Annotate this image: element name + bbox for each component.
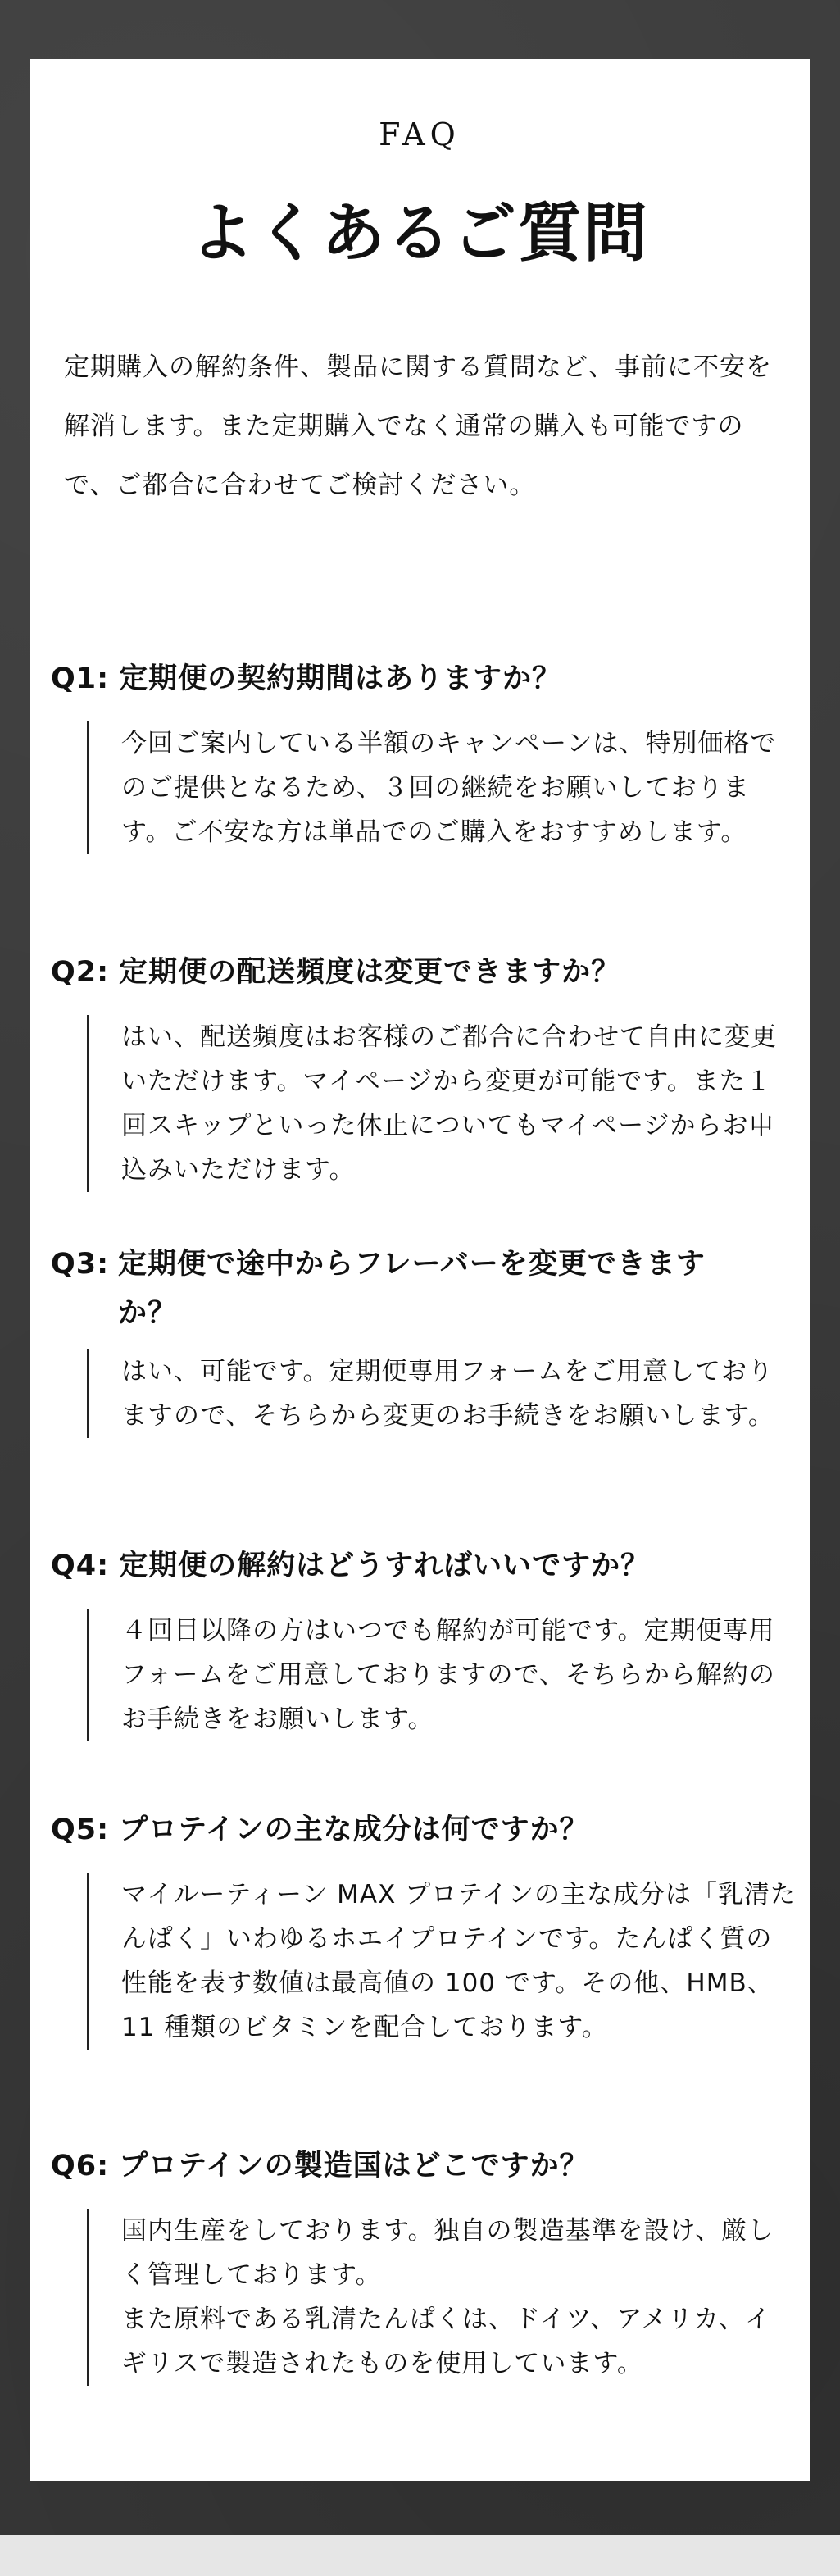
faq-item-4 [51, 1541, 797, 1741]
faq-item-3 [51, 1240, 797, 1438]
answer-paragraph: マイルーティーン MAX プロテインの主な成分は「乳清たんぱく」いわゆるホエイプロテインです。たんぱく質の性能を表す数値は最高値の 100 です。その他、HMB、11 種類のビタミンを配合しております。 [121, 1880, 797, 2042]
answer-3 [87, 1349, 797, 1438]
answer-5 [87, 1873, 797, 2050]
answer-paragraph: はい、配送頻度はお客様のご都合に合わせて自由に変更いただけます。マイページから変更が可能です。また１回スキップといった休止についてもマイページからお申込みいただけます。 [121, 1022, 777, 1185]
question-label: Q5: [51, 1814, 110, 1846]
faq-item-1 [51, 654, 797, 854]
question-label: Q2: [51, 956, 110, 989]
answer-paragraph: はい、可能です。定期便専用フォームをご用意しておりますので、そちらから変更のお手続きをお願いします。 [121, 1357, 774, 1431]
bottom-strip [0, 2535, 840, 2576]
question-4 [51, 1541, 797, 1591]
question-label: Q4: [51, 1550, 110, 1582]
answer-6 [87, 2209, 797, 2386]
answer-paragraph: ４回目以降の方はいつでも解約が可能です。定期便専用フォームをご用意しておりますので、そちらから解約のお手続きをお願いします。 [121, 1616, 775, 1734]
question-text: 定期便の解約はどうすればいいですか？ [119, 1550, 651, 1582]
question-2 [51, 948, 797, 997]
question-text: 定期便で途中からフレーバーを変更できますか？ [118, 1248, 706, 1330]
question-text: 定期便の配送頻度は変更できますか？ [119, 956, 621, 989]
question-label: Q6: [51, 2150, 110, 2182]
question-3 [51, 1240, 706, 1338]
answer-2 [87, 1015, 797, 1192]
answer-paragraph: また原料である乳清たんぱくは、ドイツ、アメリカ、イギリスで製造されたものを使用しています。 [121, 2305, 771, 2378]
faq-item-2 [51, 948, 797, 1192]
answer-4 [87, 1609, 797, 1741]
question-text: 定期便の契約期間はありますか？ [119, 662, 562, 695]
answer-paragraph: 国内生産をしております。独自の製造基準を設け、厳しく管理しております。 [121, 2216, 774, 2290]
question-label: Q3: [51, 1248, 110, 1281]
faq-item-6 [51, 2141, 797, 2386]
answer-paragraph: 今回ご案内している半額のキャンペーンは、特別価格でのご提供となるため、３回の継続をお願いしております。ご不安な方は単品でのご購入をおすすめします。 [121, 729, 777, 847]
page-title: よくあるご質問 [189, 197, 649, 271]
question-1 [51, 654, 797, 703]
answer-1 [87, 721, 797, 854]
question-5 [51, 1805, 797, 1855]
faq-item-5 [51, 1805, 797, 2050]
faq-kicker: FAQ [379, 116, 461, 152]
question-text: プロテインの主な成分は何ですか？ [119, 1814, 589, 1846]
intro-text: 定期購入の解約条件、製品に関する質問など、事前に不安を解消します。また定期購入でなく通常の購入も可能ですので、ご都合に合わせてご検討ください。 [64, 353, 772, 500]
question-text: プロテインの製造国はどこですか？ [119, 2150, 589, 2182]
faq-card [30, 59, 810, 2481]
question-label: Q1: [51, 662, 110, 695]
question-6 [51, 2141, 797, 2191]
